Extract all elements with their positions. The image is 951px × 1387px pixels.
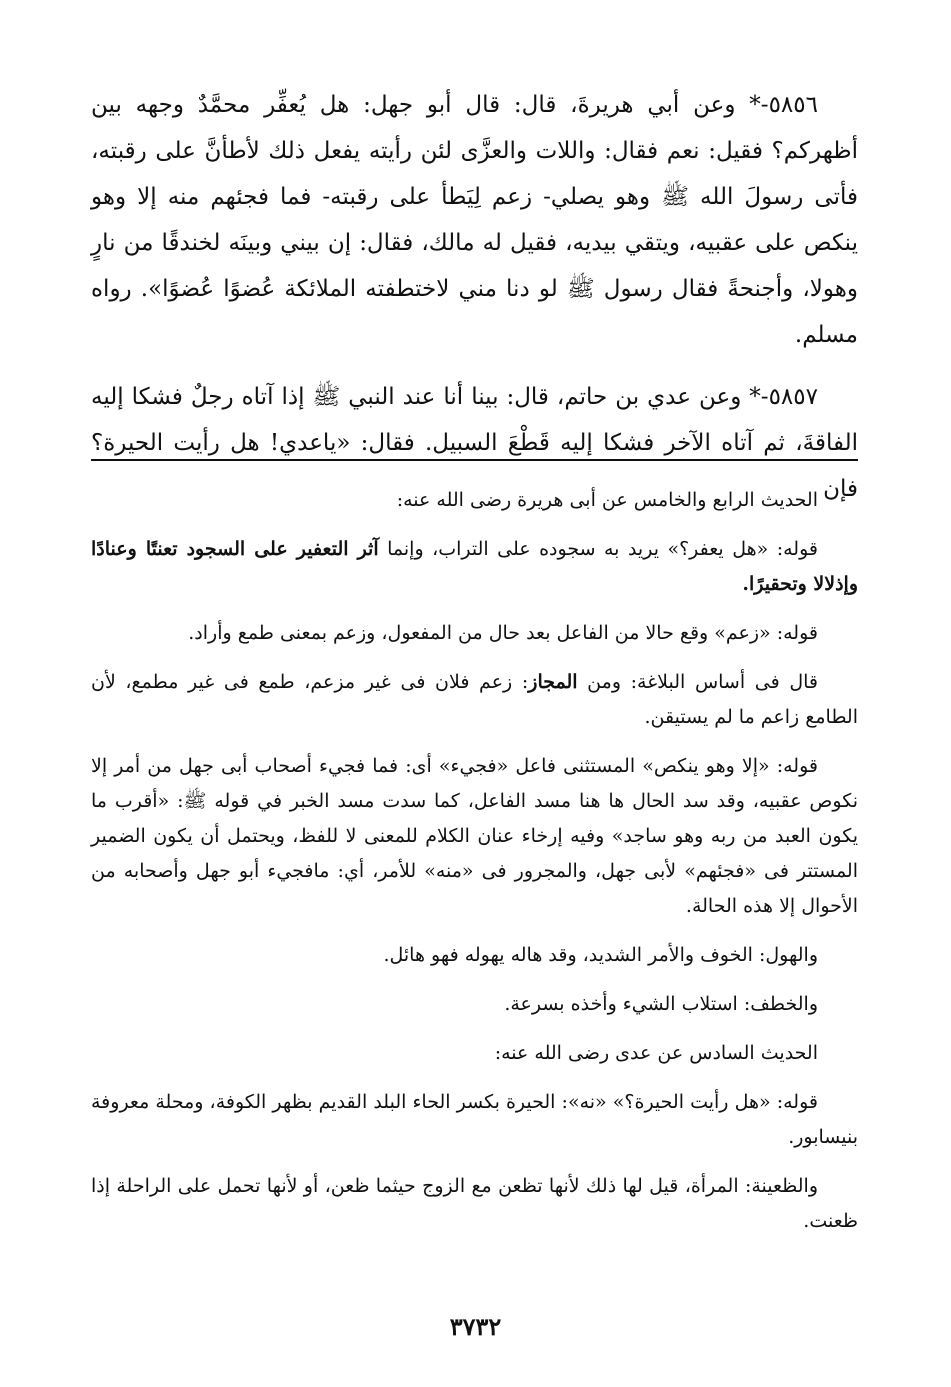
commentary-paragraph bbox=[91, 665, 858, 735]
commentary-paragraph: والهول: الخوف والأمر الشديد، وقد هاله يهوله فهو هائل. bbox=[383, 944, 818, 966]
hadith-number: ٥٨٥٦-* bbox=[749, 92, 818, 118]
commentary bbox=[91, 483, 858, 1253]
commentary-text: قوله: «هل يعفر؟» يريد به سجوده على التراب، وإنما bbox=[378, 538, 818, 560]
commentary-bold-text: آثر التعفير على السجود تعنتًا وعنادًا وإذلالا وتحقيرًا. bbox=[91, 538, 858, 595]
hadith-body: وعن عدي بن حاتم، قال: بينا أنا عند النبي ﷺ إذا آتاه رجلٌ فشكا إليه الفاقةَ، ثم آتاه الآخر فشكا إليه قَطْعَ السبيل. فقال: «ياعدي! هل رأيت الحيرة؟ فإن bbox=[91, 384, 858, 502]
page-number: ٣٧٣٢ bbox=[449, 1312, 502, 1341]
hadith-5856 bbox=[91, 82, 858, 358]
commentary-paragraph: قوله: «هل رأيت الحيرة؟» «نه»: الحيرة بكسر الحاء البلد القديم بظهر الكوفة، ومحلة معروفة بنيسابور. bbox=[91, 1091, 858, 1148]
commentary-text: : زعم فلان فى غير مزعم، طمع فى غير مطمع، لأن الطامع زاعم ما لم يستيقن. bbox=[91, 671, 858, 728]
commentary-text: قال فى أساس البلاغة: ومن bbox=[577, 671, 819, 693]
commentary-paragraph bbox=[91, 532, 858, 602]
commentary-paragraph: والظعينة: المرأة، قيل لها ذلك لأنها تظعن مع الزوج حيثما ظعن، أو لأنها تحمل على الراحلة إذا ظعنت. bbox=[91, 1175, 858, 1232]
commentary-paragraph: قوله: «زعم» وقع حالا من الفاعل بعد حال من المفعول، وزعم بمعنى طمع وأراد. bbox=[188, 622, 818, 644]
hadith-text bbox=[91, 82, 858, 528]
commentary-paragraph: والخطف: استلاب الشيء وأخذه بسرعة. bbox=[504, 993, 818, 1015]
hadith-number: ٥٨٥٧-* bbox=[749, 384, 818, 410]
commentary-paragraph: الحديث الرابع والخامس عن أبى هريرة رضى الله عنه: bbox=[396, 489, 818, 511]
commentary-bold-text: المجاز bbox=[528, 671, 578, 693]
hadith-body: وعن أبي هريرةَ، قال: قال أبو جهل: هل يُعفِّر محمَّدٌ وجهه بين أظهركم؟ فقيل: نعم فقال: واللات والعزَّى لئن رأيته يفعل ذلك لأطأنَّ على رقبته، فأتى رسولَ الله ﷺ وهو يصلي- زعم لِيَطأ على رقبته- فما فجئهم منه إلا وهو ينكص على عقبيه، ويتقي بيديه، فقيل له مالك، فقال: إن بيني وبينَه لخندقًا من نارٍ وهولا، وأجنحةً فقال رسول ﷺ لو دنا مني لاختطفته الملائكة عُضوًا عُضوًا». رواه مسلم. bbox=[91, 92, 858, 348]
commentary-paragraph: قوله: «إلا وهو ينكص» المستثنى فاعل «فجيء» أى: فما فجيء أصحاب أبى جهل من أمر إلا نكوص عقبيه، وقد سد الحال ها هنا مسد الفاعل، كما سدت مسد الخبر في قوله ﷺ: «أقرب ما يكون العبد من ربه وهو ساجد» وفيه إرخاء عنان الكلام للمعنى لا للفظ، ويحتمل أن يكون الضمير المستتر فى «فجئهم» لأبى جهل، والمجرور فى «منه» للأمر، أي: مافجيء أبو جهل وأصحابه من الأحوال إلا هذه الحالة. bbox=[91, 755, 858, 917]
footnote-divider bbox=[91, 459, 858, 461]
commentary-paragraph: الحديث السادس عن عدى رضى الله عنه: bbox=[494, 1042, 818, 1064]
